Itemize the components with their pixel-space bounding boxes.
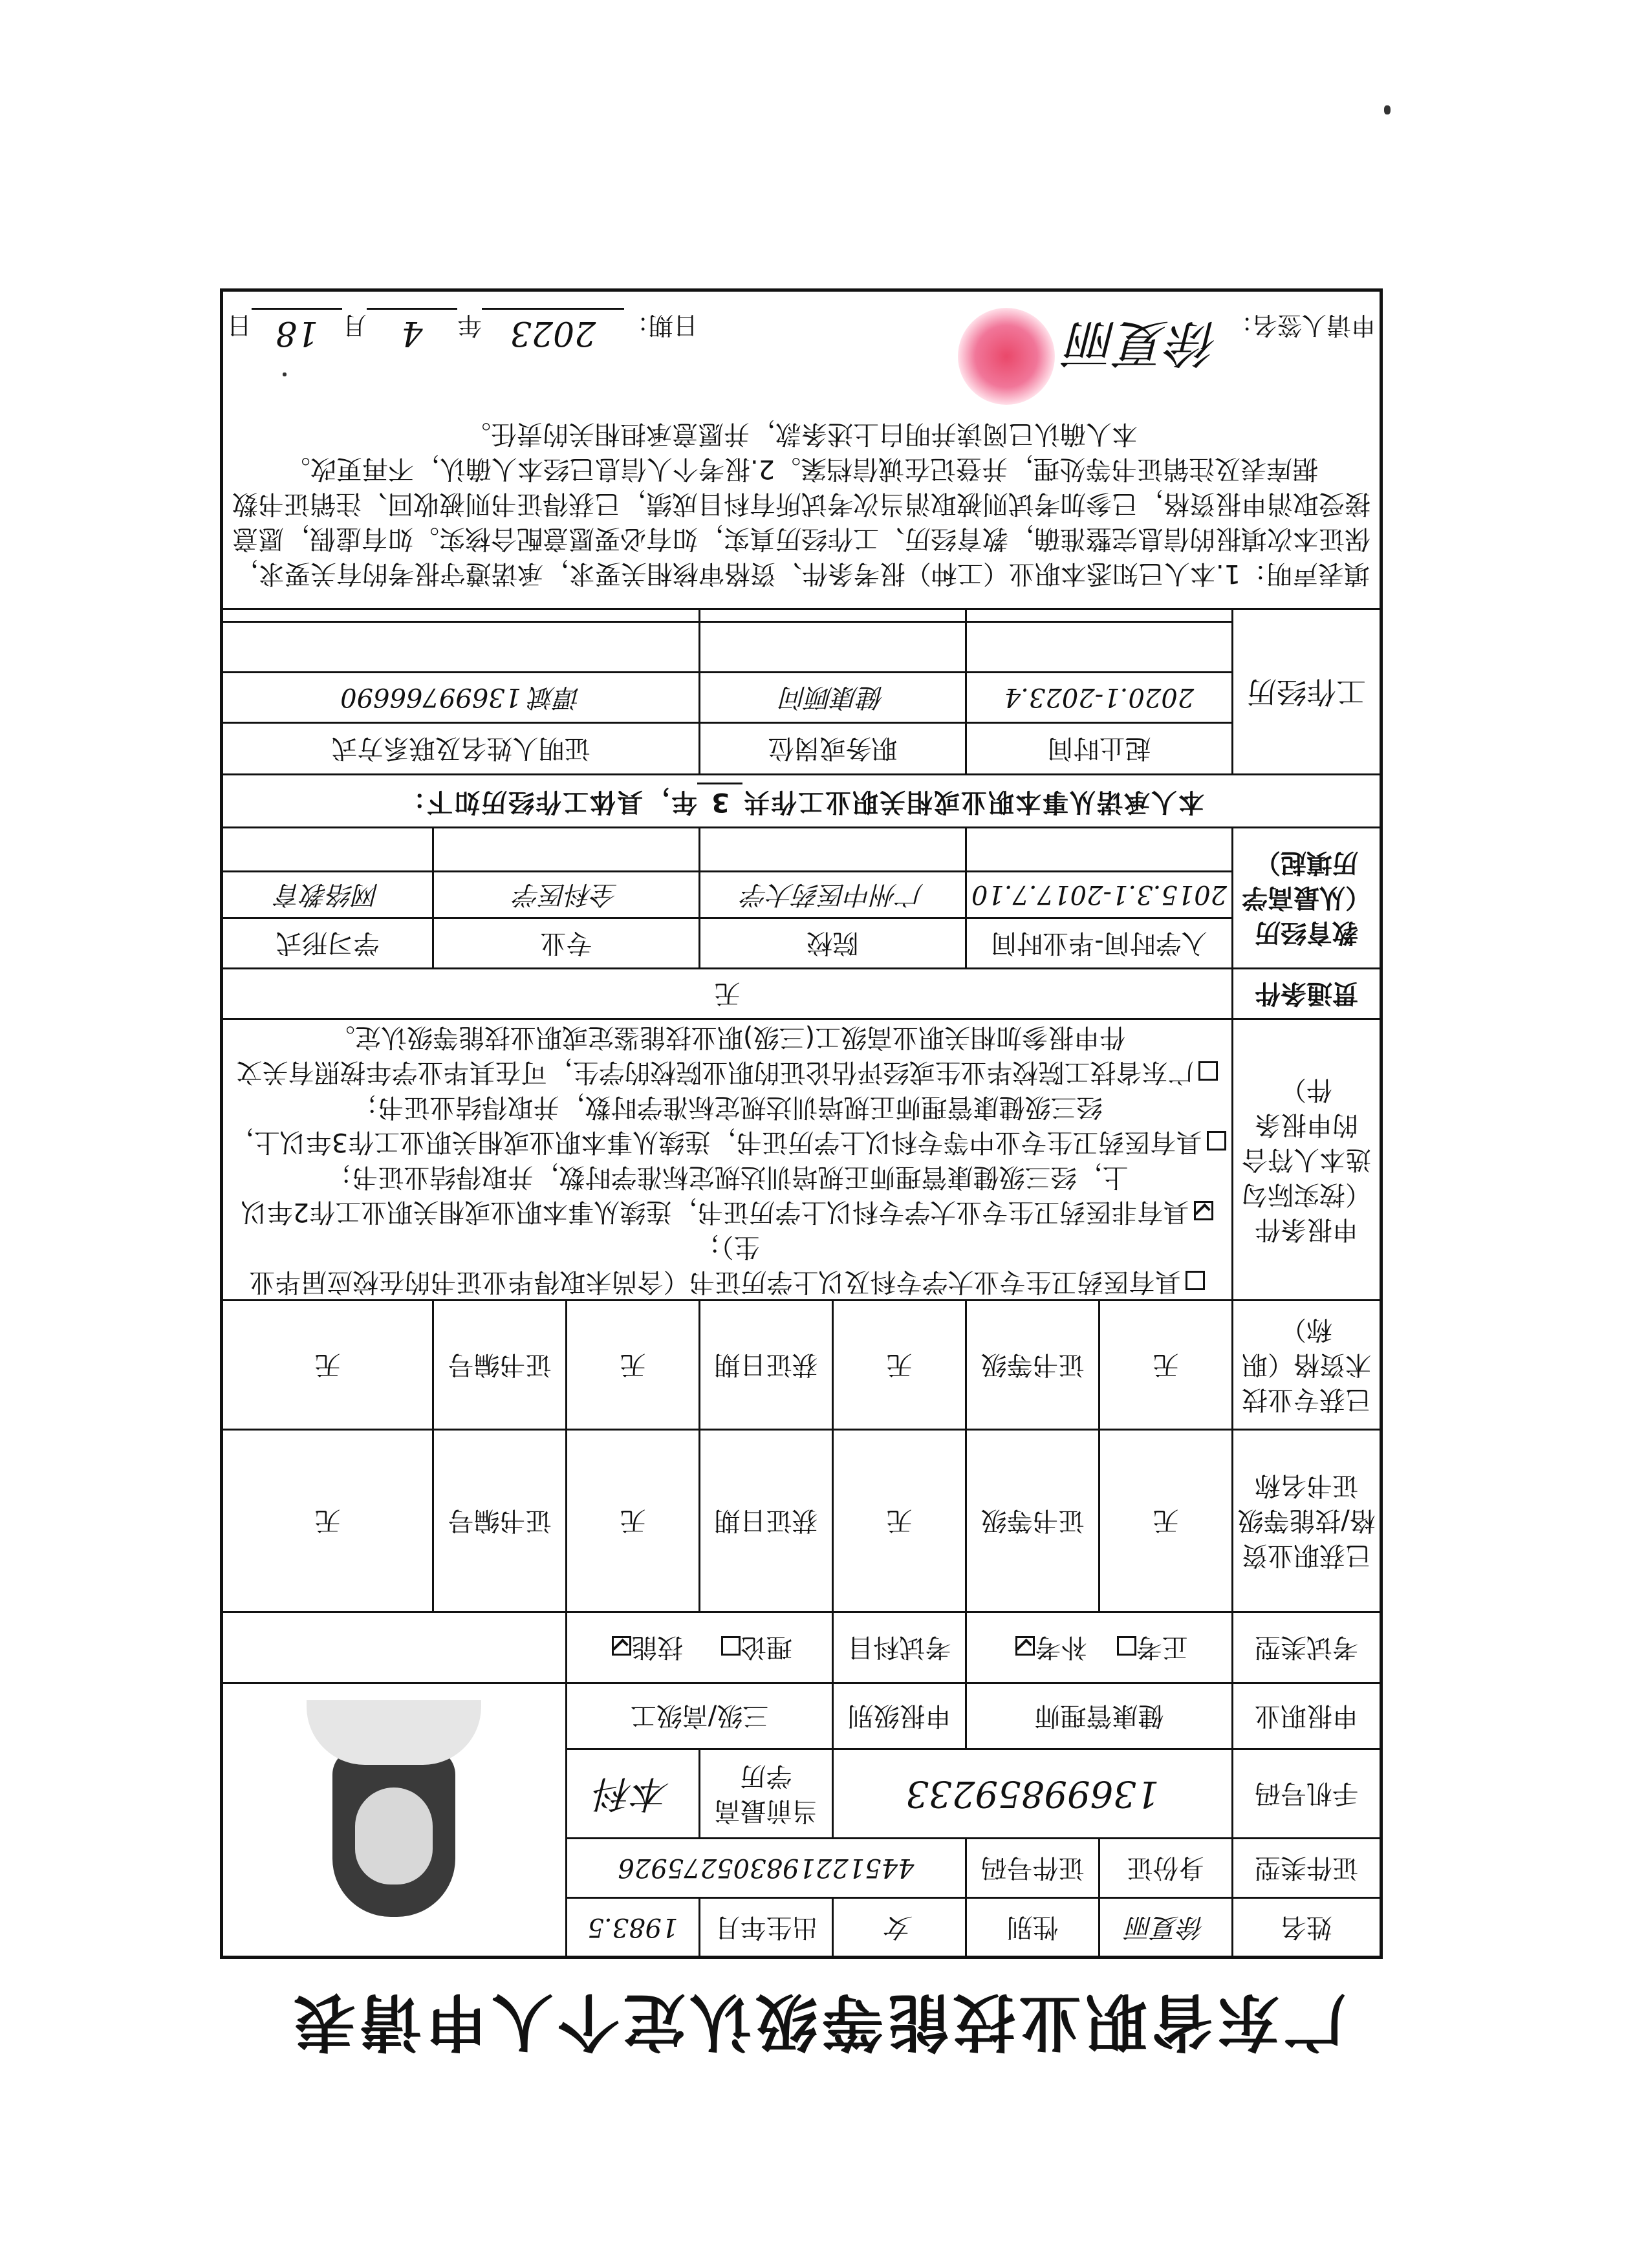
work-position	[700, 622, 966, 673]
occupation-label: 申报职业	[1233, 1683, 1381, 1749]
date-month: 4	[367, 308, 457, 356]
scan-speck	[283, 373, 287, 376]
declaration-cell	[222, 290, 1381, 609]
level-label: 申报级别	[833, 1683, 966, 1749]
date-month-unit: 月	[342, 310, 367, 340]
declaration-confirm: 本人确认已阅读并明白上述条款，并愿意承担相关的责任。	[465, 419, 1138, 449]
condition-item: 具有医药卫生专业大学专科及以上学历证书（含尚未取得毕业证书的在校应届毕业生）；	[227, 1229, 1228, 1299]
applicant-photo	[301, 1700, 488, 1939]
title-cert-level-value: 无	[833, 1301, 966, 1430]
signature-label: 申请人签名：	[1228, 310, 1376, 340]
education-header-period: 入学时间-毕业时间	[966, 918, 1233, 969]
scan-speck	[1384, 105, 1391, 114]
exam-type-regular-checkbox[interactable]	[1117, 1637, 1136, 1656]
row-declaration	[222, 290, 1381, 609]
education-mode	[222, 828, 433, 872]
education-major	[433, 828, 700, 872]
education-history-label: 教育经历（从最高学历填起）	[1233, 828, 1381, 969]
photo-spacer	[222, 1612, 567, 1683]
skill-cert-name: 无	[1099, 1430, 1233, 1612]
title-cert-number-value: 无	[222, 1301, 433, 1430]
birth-label: 出生年月	[700, 1898, 833, 1958]
title-cert-level-label: 证书等级	[966, 1301, 1099, 1430]
fingerprint-mark	[958, 308, 1055, 405]
photo-cell	[222, 1683, 567, 1958]
education-header-major: 专业	[433, 918, 700, 969]
work-period: 2020.1-2023.4	[966, 673, 1233, 723]
education-major: 全科医学	[433, 872, 700, 918]
work-period	[966, 622, 1233, 673]
exam-type-regular: 正考	[1136, 1632, 1188, 1663]
table-row	[222, 622, 1381, 673]
signature-line	[227, 308, 1376, 405]
education-value: 本科	[567, 1749, 700, 1839]
date-day-unit: 日	[227, 310, 252, 340]
work-header-period: 起止时间	[966, 723, 1233, 775]
row-work-statement	[222, 775, 1381, 828]
occupation-value: 健康管理师	[966, 1683, 1233, 1749]
name-label: 姓名	[1233, 1898, 1381, 1958]
id-no-value: 445122198305275926	[567, 1839, 966, 1898]
row-basic-info	[222, 1898, 1381, 1958]
date-year: 2023	[482, 308, 624, 356]
subject-skill-checkbox[interactable]	[612, 1637, 631, 1656]
condition-item: 广东省技工院校毕业生或经评估论证的职业院校的学生，可在其毕业学年按照有关文件申报参加相关职业高级工(三级)职业技能鉴定或职业技能等级认定。	[227, 1020, 1228, 1090]
date-label: 日期：	[624, 310, 698, 340]
signature-value: 徐夏丽	[1067, 313, 1219, 372]
condition-item: 具有医药卫生专业中等专科以上学历证书，连续从事本职业或相关职业工作3年以上，经三级健康管理师正规培训达规定标准学时数，并取得结业证书；	[227, 1090, 1228, 1160]
birth-value: 1983.5	[567, 1898, 700, 1958]
title-cert-label: 已获专业技术资格（职称）	[1233, 1301, 1381, 1430]
work-statement: 本人承诺从事本职业或相关职业工作共3年，具体工作经历如下：	[222, 775, 1381, 828]
work-history-label: 工作经历	[1233, 609, 1381, 775]
work-reference	[222, 622, 700, 673]
table-row-spacer	[222, 609, 1381, 622]
declaration-text: 填表声明：1.本人已知悉本职业（工种）报考条件、资格审核相关要求，承诺遵守报考的有关要求，保证本次填报的信息完整准确，教育经历、工作经历真实，如有必要愿意配合核实。如有虚假，愿意接受取消申报资格，已参加考试则被取消当次考试所有科目成绩，已获得证书则被收回、注销证书数据库表及注销证书等处理，并登记在诚信档案。2.报考个人信息已经本人确认，不再更改。	[232, 454, 1370, 589]
date-year-unit: 年	[457, 310, 482, 340]
conditions-list	[222, 1019, 1233, 1301]
education-period: 2015.3.1-2017.7.10	[966, 872, 1233, 918]
row-title-certificate	[222, 1301, 1381, 1430]
row-skill-certificate	[222, 1430, 1381, 1612]
subject-theory: 理论	[740, 1632, 792, 1663]
other-conditions-label: 贯通条件	[1233, 969, 1381, 1019]
other-conditions-value: 无	[222, 969, 1233, 1019]
exam-type-makeup-checkbox[interactable]	[1015, 1637, 1035, 1656]
skill-cert-date-label: 获证日期	[700, 1430, 833, 1612]
work-years: 3	[697, 783, 742, 819]
work-header-reference: 证明人姓名及联系方式	[222, 723, 700, 775]
work-header-row	[222, 723, 1381, 775]
name-value: 徐夏丽	[1099, 1898, 1233, 1958]
skill-cert-number-label: 证书编号	[433, 1430, 567, 1612]
level-value: 三级/高级工	[567, 1683, 833, 1749]
row-exam	[222, 1612, 1381, 1683]
education-label: 当前最高学历	[700, 1749, 833, 1839]
title-cert-number-label: 证书编号	[433, 1301, 567, 1430]
condition-checkbox-3[interactable]	[1207, 1131, 1226, 1150]
gender-label: 性别	[966, 1898, 1099, 1958]
row-other-conditions	[222, 969, 1381, 1019]
skill-cert-level-label: 证书等级	[966, 1430, 1099, 1612]
subject-theory-checkbox[interactable]	[721, 1637, 741, 1656]
title-cert-name: 无	[1099, 1301, 1233, 1430]
education-school	[700, 828, 966, 872]
gender-value: 女	[833, 1898, 966, 1958]
application-table	[220, 288, 1383, 1959]
condition-checkbox-4[interactable]	[1199, 1061, 1218, 1081]
form-title: 广东省职业技能等级认定个人申请表	[290, 1985, 1345, 2058]
id-type-value: 身份证	[1099, 1839, 1233, 1898]
condition-item: 具有非医药卫生专业大学专科以上学历证书，连续从事本职业或相关职业工作2年以上，经三级健康管理师正规培训达规定标准学时数，并取得结业证书；	[227, 1160, 1228, 1229]
condition-checkbox-2[interactable]	[1194, 1201, 1213, 1220]
subject-options	[567, 1612, 833, 1683]
phone-value: 13699859233	[833, 1749, 1233, 1839]
work-position: 健康顾问	[700, 673, 966, 723]
id-type-label: 证件类型	[1233, 1839, 1381, 1898]
education-header-mode: 学习形式	[222, 918, 433, 969]
education-header-school: 院校	[700, 918, 966, 969]
exam-type-options	[966, 1612, 1233, 1683]
conditions-label: 申报条件（按实际勾选本人符合的申报条件）	[1233, 1019, 1381, 1301]
table-row	[222, 872, 1381, 918]
id-no-label: 证件号码	[966, 1839, 1099, 1898]
skill-cert-label: 已获职业资格/技能等级证书名称	[1233, 1430, 1381, 1612]
skill-cert-number-value: 无	[222, 1430, 433, 1612]
education-school: 广州中医药大学	[700, 872, 966, 918]
table-row	[222, 828, 1381, 872]
education-header-row	[222, 918, 1381, 969]
education-mode: 网络教育	[222, 872, 433, 918]
work-header-position: 职务或岗位	[700, 723, 966, 775]
phone-label: 手机号码	[1233, 1749, 1381, 1839]
exam-type-makeup: 补考	[1035, 1632, 1087, 1663]
title-cert-date-value: 无	[567, 1301, 700, 1430]
subject-skill: 技能	[631, 1632, 684, 1663]
education-period	[966, 828, 1233, 872]
skill-cert-level-value: 无	[833, 1430, 966, 1612]
subject-label: 考试科目	[833, 1612, 966, 1683]
condition-checkbox-1[interactable]	[1186, 1271, 1206, 1290]
skill-cert-date-value: 无	[567, 1430, 700, 1612]
exam-type-label: 考试类型	[1233, 1612, 1381, 1683]
work-reference: 谭斌 13699766690	[222, 673, 700, 723]
title-cert-date-label: 获证日期	[700, 1301, 833, 1430]
row-conditions	[222, 1019, 1381, 1301]
table-row	[222, 673, 1381, 723]
date-day: 18	[252, 308, 342, 356]
